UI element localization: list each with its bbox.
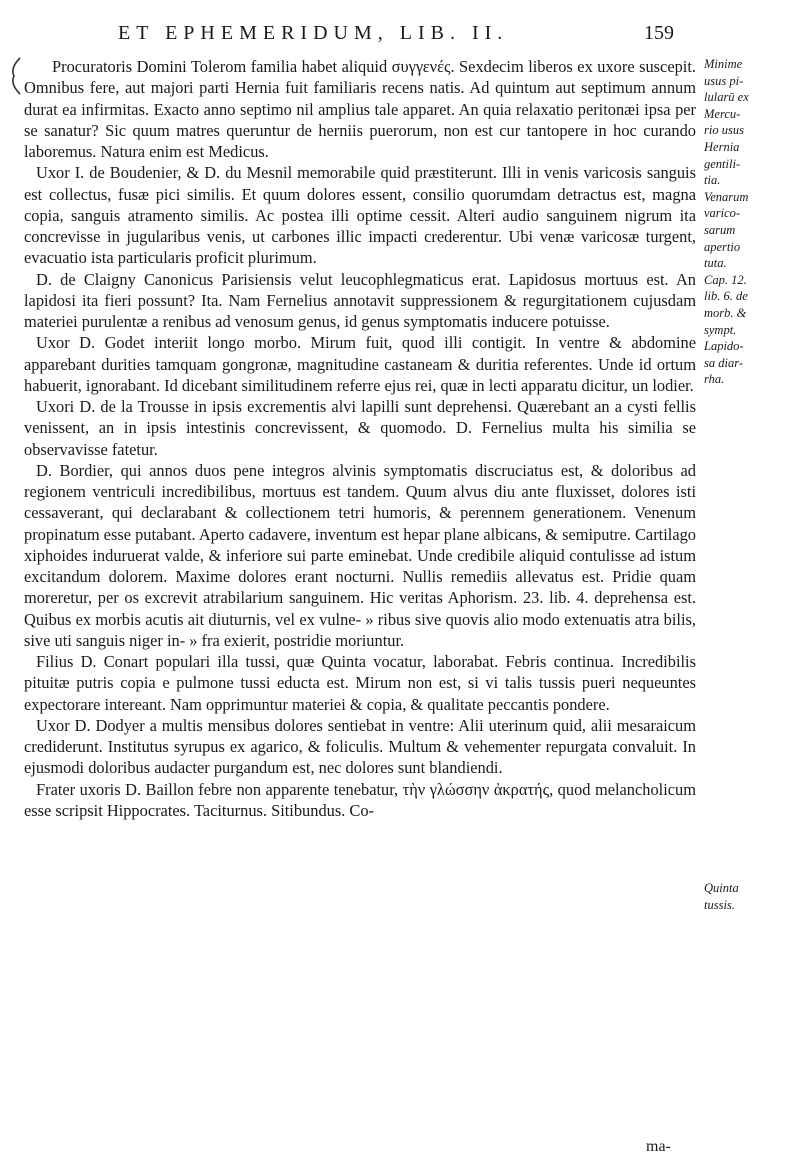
- margin-note-line: rha.: [704, 372, 725, 387]
- margin-note-line: lularū ex: [704, 90, 749, 105]
- paragraph: Uxori D. de la Trousse in ipsis excrementis alvi lapilli sunt deprehensi. Quærebant an a cysti fellis venissent, an in ipsis intestinis concrevissent, & quomodo. D. Fernelius multa his similia se observavisse fatetur.: [24, 397, 696, 459]
- margin-note-line: morb. &: [704, 305, 747, 320]
- margin-note-line: Cap. 12.: [704, 272, 747, 287]
- paragraph: Procuratoris Domini Tolerom familia habet aliquid συγγενές. Sexdecim liberos ex uxore suscepit. Omnibus fere, aut majori parti Hernia fuit familiaris recens natis. Ad quintum aut septimum annum durat ea infirmitas. Exacto anno septimo nil amplius tale apparet. An quia relaxatio peritonæi ipsa per se sanatur? Sic quum matres queruntur de herniis puerorum, non est cur tantopere in hoc curando laboremus. Natura enim est Medicus.: [24, 57, 696, 161]
- margin-note-line: tuta.: [704, 256, 727, 271]
- running-head: ET EPHEMERIDUM, LIB. II.: [118, 22, 509, 44]
- margin-note-quinta-tussis: [704, 880, 798, 913]
- margin-note-line: lib. 6. de: [704, 289, 748, 304]
- margin-note-line: Quinta: [704, 881, 739, 895]
- body-text: [24, 56, 696, 821]
- margin-note-line: Mercu-: [704, 106, 741, 121]
- paragraph: D. de Claigny Canonicus Parisiensis velut leucophlegmaticus erat. Lapidosus mortuus est. An lapidosi ita fieri possunt? Ita. Nam Fernelius annotavit suppressionem & regurgitationem cujusdam materiei purulentæ a renibus ad venosum genus, id genus symptomatis inducere potuisse.: [24, 269, 696, 331]
- margin-note-line: varico-: [704, 206, 741, 221]
- margin-note-line: sympt.: [704, 322, 737, 337]
- margin-note-line: sarum: [704, 222, 736, 237]
- margin-note-line: Minime: [704, 57, 743, 71]
- margin-note-hernia-varices: [704, 56, 798, 388]
- margin-note-line: apertio: [704, 239, 741, 254]
- margin-note-line: sa diar-: [704, 355, 743, 370]
- margin-note-line: tussis.: [704, 897, 735, 912]
- paragraph: Filius D. Conart populari illa tussi, quæ Quinta vocatur, laborabat. Febris continua. Incredibilis pituitæ putris copia e pulmone tussi educta est. Mirum non est, si vi talis tussis pueri nequeuntes expectorare intereant. Nam opprimuntur materiei & copia, & qualitate peccantis pondere.: [24, 652, 696, 714]
- margin-note-line: Hernia: [704, 139, 740, 154]
- margin-note-line: gentili-: [704, 156, 741, 171]
- margin-note-line: Lapido-: [704, 339, 744, 354]
- margin-note-line: rio usus: [704, 123, 744, 138]
- paragraph: D. Bordier, qui annos duos pene integros alvinis symptomatis discruciatus est, & doloribus ad regionem ventriculi incredibilibus, mortuus est tandem. Quum alvus diu ante fluxisset, dolores isti cessaverant, qui declarabant & collectionem tetri humoris, & perennem generationem. Venenum propinatum esse putabant. Aperto cadavere, inventum est hepar plane albicans, & semiputre. Cartilago xiphoides induruerat valde, & inferiore sui parte eminebat. Unde credibile aliquid contulisse ad istum excitandum dolorem. Maxime dolores erant nocturni. Nullis remediis allevatus est. Pridie quam moreretur, per os excrevit atrabilarium sanguinem. Hic veritas Aphorism. 23. lib. 4. deprehensa est. Quibus ex morbis acutis ait diuturnis, vel ex vulne- » ribus sive quovis alio modo extenuatis atra bilis, sive uti sanguis niger in- » fra exierit, postridie moriuntur.: [24, 460, 696, 650]
- handwritten-bracket-mark: [6, 56, 24, 96]
- paragraph: Frater uxoris D. Baillon febre non apparente tenebatur, τὴν γλώσσην ἀκρατής, quod melancholicum esse scripsit Hippocrates. Taciturnus. Sitibundus. Co-: [24, 779, 696, 820]
- page-number: 159: [644, 22, 674, 44]
- paragraph: Uxor I. de Boudenier, & D. du Mesnil memorabile quid præstiterunt. Illi in venis varicosis sanguis est collectus, fusæ pici similis. Et quum dolores essent, consilio quorumdam detractus est, magna copia, sanguis atramento similis. Ac postea illi optime cessit. Alteri audio sanguinem nigrum ita concrevisse in jugularibus venis, ut carbones illic impacti crederentur. Ubi venæ varicosæ turgent, evacuatio ista particularis proficit plurimum.: [24, 163, 696, 268]
- margin-note-line: tia.: [704, 173, 721, 188]
- paragraph: Uxor D. Godet interiit longo morbo. Mirum fuit, quod illi contigit. In ventre & abdomine apparebant durities tamquam gongronæ, magnitudine castaneam & duritia referentes. Unde id ortum habuerit, ignorabant. Id dicebant similitudinem referre ejus rei, quæ in lecti apparatu dicitur, un lodier.: [24, 333, 696, 395]
- margin-note-line: usus pi-: [704, 73, 744, 88]
- catchword: ma-: [646, 1138, 671, 1155]
- margin-note-line: Venarum: [704, 189, 749, 204]
- paragraph: Uxor D. Dodyer a multis mensibus dolores sentiebat in ventre: Alii uterinum quid, alii mesaraicum crediderunt. Institutus syrupus ex agarico, & foliculis. Multum & vehementer repurgata convaluit. In ejusmodi doloribus audacter purgandum est, nec dolores sunt blandiendi.: [24, 715, 696, 778]
